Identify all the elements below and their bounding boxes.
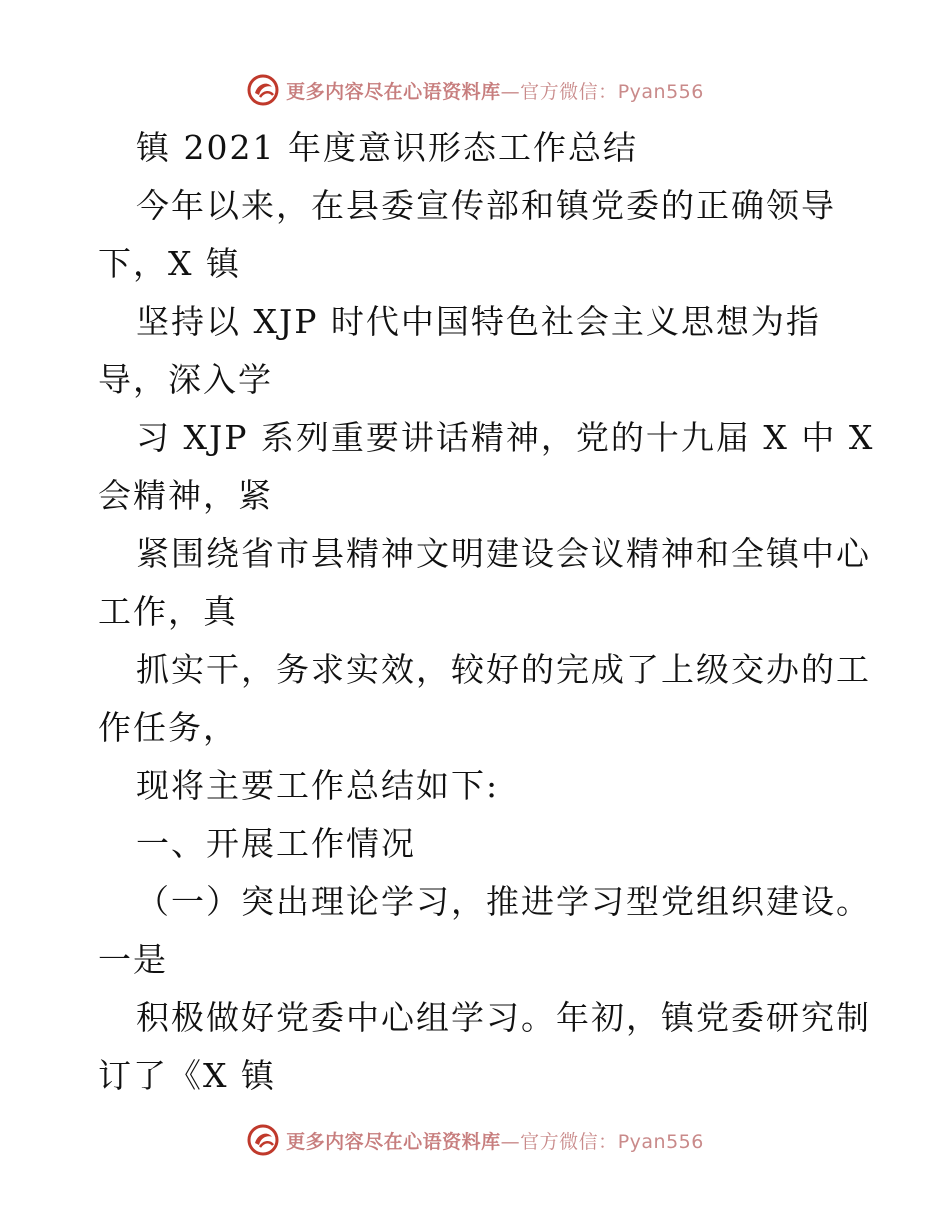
footer-watermark [0,1120,950,1160]
paragraph-line: 工作，真 [98,592,238,631]
paragraph-line: 今年以来，在县委宣传部和镇党委的正确领导 [136,186,836,225]
paragraph-line: 会精神，紧 [98,476,273,515]
paragraph-line: 下，X 镇 [98,244,241,283]
paragraph-line: 紧围绕省市县精神文明建设会议精神和全镇中心 [136,534,871,573]
subsection-heading: （一）突出理论学习，推进学习型党组织建设。 [136,882,871,921]
paragraph-line: 订了《X 镇 [98,1056,276,1095]
paragraph-line: 导，深入学 [98,360,273,399]
red-swirl-logo-icon [246,1123,280,1157]
watermark-text: 更多内容尽在心语资料库—官方微信：Pyan556 [286,1130,704,1153]
section-heading: 一、开展工作情况 [136,824,416,863]
paragraph-line: 作任务， [98,708,238,747]
header-watermark [0,70,950,110]
paragraph-line: 积极做好党委中心组学习。年初，镇党委研究制 [136,998,871,1037]
paragraph-line: 一是 [98,940,168,979]
paragraph-line: 坚持以 XJP 时代中国特色社会主义思想为指 [136,302,821,341]
paragraph-line: 习 XJP 系列重要讲话精神，党的十九届 X 中 X [136,418,875,457]
red-swirl-logo-icon [246,73,280,107]
paragraph-line: 现将主要工作总结如下: [136,766,500,805]
paragraph-line: 抓实干，务求实效，较好的完成了上级交办的工 [136,650,871,689]
watermark-text: 更多内容尽在心语资料库—官方微信：Pyan556 [286,80,704,103]
document-title: 镇 2021 年度意识形态工作总结 [136,128,638,167]
